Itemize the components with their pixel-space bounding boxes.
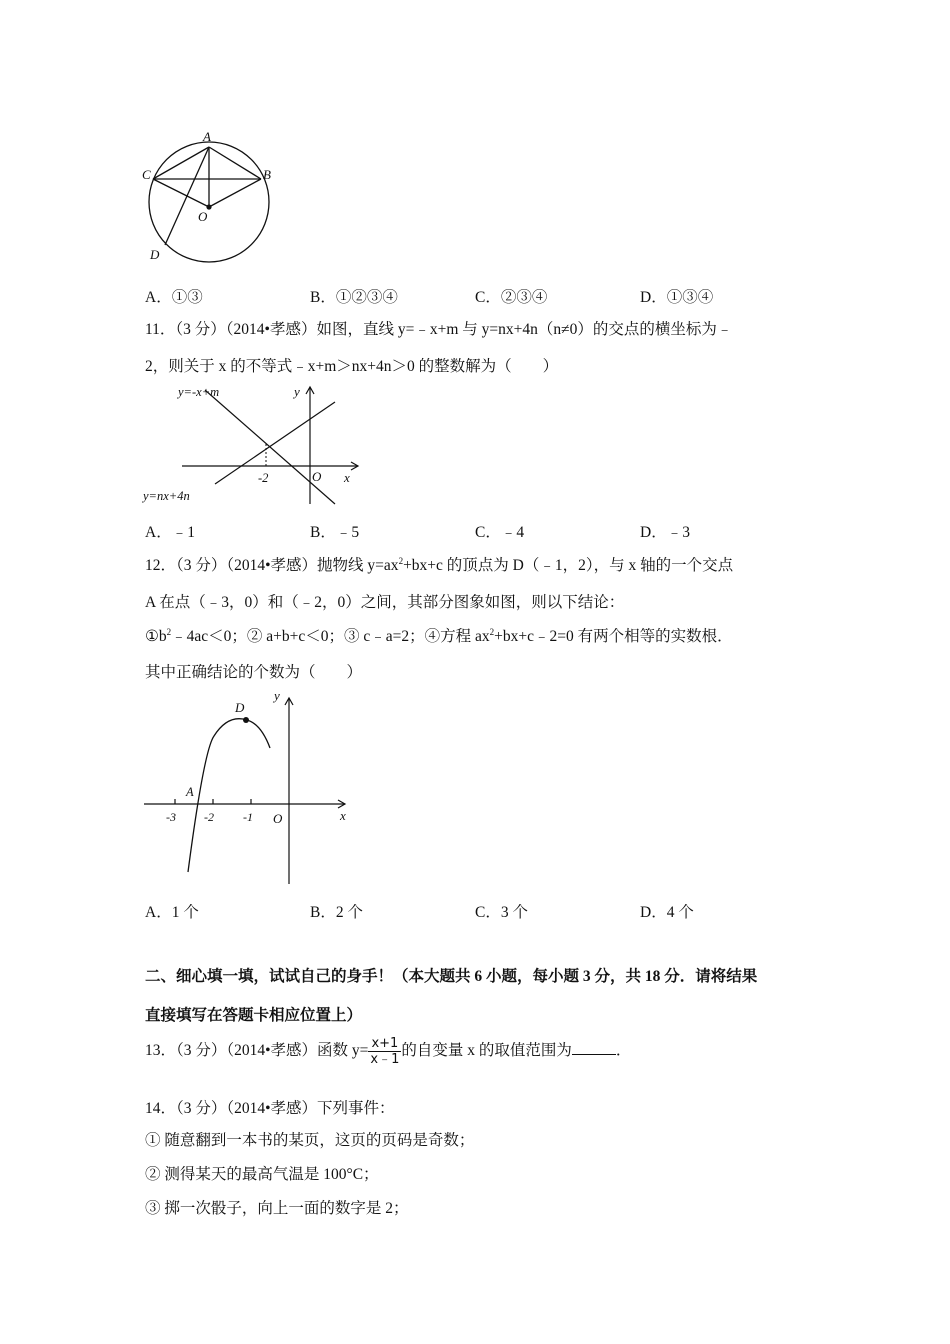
section2-heading-line1: 二、细心填一填，试试自己的身手！（本大题共 6 小题，每小题 3 分，共 18 分．请将结果 bbox=[145, 968, 758, 985]
q10-option-c: C．②③④ bbox=[475, 289, 548, 306]
q13-prefix: 13．（3 分）（2014•孝感）函数 y= bbox=[145, 1042, 369, 1060]
q13-denominator: x﹣1 bbox=[370, 1052, 400, 1067]
q14-event-1: ① 随意翻到一本书的某页，这页的页码是奇数； bbox=[145, 1132, 475, 1149]
q12-text-line1: 12．（3 分）（2014•孝感）抛物线 $y=ax^2+bx+c$ 的顶点为 D（﹣1，2），与 x 轴的一个交点 bbox=[145, 556, 734, 574]
q13-numerator: x+1 bbox=[368, 1036, 401, 1052]
q13-text bbox=[145, 1036, 631, 1067]
q12-option-a: A．1 个 bbox=[145, 904, 199, 921]
q11-option-c: C．﹣4 bbox=[475, 524, 525, 541]
q10-option-a: A．①③ bbox=[145, 289, 203, 306]
segment-ab bbox=[209, 147, 261, 179]
segment-ad bbox=[165, 147, 209, 245]
label-d: D bbox=[235, 700, 245, 715]
q11-figure bbox=[140, 382, 370, 507]
q11-text-line2: 2，则关于 x 的不等式﹣x+m＞nx+4n＞0 的整数解为（ ） bbox=[145, 358, 559, 375]
tick-label-neg2: -2 bbox=[204, 810, 214, 824]
q11-option-b: B．﹣5 bbox=[310, 524, 360, 541]
label-x: x bbox=[340, 808, 346, 823]
tick-label-neg1: -1 bbox=[243, 810, 253, 824]
q11-option-a: A．﹣1 bbox=[145, 524, 195, 541]
q12-text-line4: 其中正确结论的个数为（ ） bbox=[145, 664, 363, 681]
label-y: y bbox=[274, 688, 280, 703]
label-a: A bbox=[203, 129, 211, 144]
q14-event-3: ③ 掷一次骰子，向上一面的数字是 2； bbox=[145, 1200, 409, 1217]
q13-suffix: 的自变量 x 的取值范围为 bbox=[401, 1042, 572, 1060]
label-o: O bbox=[273, 811, 283, 826]
q13-fraction bbox=[368, 1036, 401, 1067]
q12-option-b: B．2 个 bbox=[310, 904, 363, 921]
label-a: A bbox=[186, 785, 194, 799]
parabola bbox=[188, 719, 270, 872]
label-line2: y=nx+4n bbox=[143, 489, 190, 503]
vertex-d bbox=[243, 717, 249, 723]
q10-option-b: B．①②③④ bbox=[310, 289, 398, 306]
label-y: y bbox=[294, 384, 300, 399]
q11-option-d: D．﹣3 bbox=[640, 524, 690, 541]
label-line1: y=-x+m bbox=[178, 385, 220, 399]
q12-text-line3: $①b^2﹣4ac<0$；② a+b+c＜0；③ c﹣a=2；④方程 $ax^2+bx+c﹣2=0$ 有两个相等的实数根． bbox=[145, 627, 733, 645]
q10-option-d: D．①③④ bbox=[640, 289, 714, 306]
label-c: C bbox=[142, 167, 151, 182]
q13-answer-blank bbox=[572, 1041, 616, 1055]
q13-end: ． bbox=[615, 1042, 632, 1060]
label-o: O bbox=[312, 469, 322, 484]
circle-figure bbox=[140, 125, 290, 265]
segment-co bbox=[153, 179, 209, 207]
section2-heading-line2: 直接填写在答题卡相应位置上） bbox=[145, 1007, 363, 1024]
q12-text-line2: A 在点（﹣3，0）和（﹣2，0）之间，其部分图象如图，则以下结论： bbox=[145, 594, 625, 611]
label-x: x bbox=[344, 470, 350, 485]
q12-figure bbox=[140, 688, 355, 888]
q14-event-2: ② 测得某天的最高气温是 100°C； bbox=[145, 1166, 379, 1183]
tick-label-neg2: -2 bbox=[258, 471, 269, 485]
tick-label-neg3: -3 bbox=[166, 810, 176, 824]
label-o: O bbox=[198, 209, 208, 224]
label-d: D bbox=[150, 247, 160, 262]
q11-text-line1: 11．（3 分）（2014•孝感）如图，直线 y=﹣x+m 与 y=nx+4n（n≠0）的交点的横坐标为﹣ bbox=[145, 321, 733, 338]
q14-text-line1: 14．（3 分）（2014•孝感）下列事件： bbox=[145, 1100, 395, 1117]
segment-ac bbox=[153, 147, 209, 179]
q12-option-c: C．3 个 bbox=[475, 904, 528, 921]
segment-bo bbox=[209, 179, 261, 207]
q12-option-d: D．4 个 bbox=[640, 904, 694, 921]
label-b: B bbox=[263, 167, 271, 182]
